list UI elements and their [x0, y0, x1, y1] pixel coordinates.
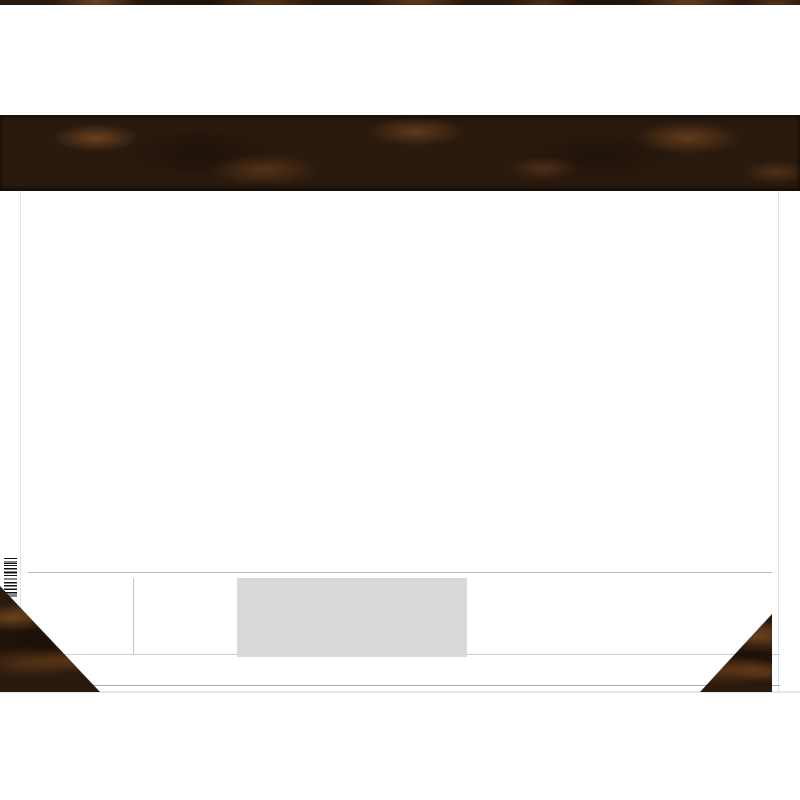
barcode [4, 558, 17, 598]
centimeter-ruler [0, 653, 800, 686]
month-grid [28, 240, 772, 573]
title-bar [0, 194, 800, 228]
page-right-edge [778, 191, 779, 692]
year-mini-calendars [237, 578, 467, 657]
leather-texture-band [0, 115, 800, 191]
footer-divider [133, 578, 134, 655]
footer-lists [470, 578, 772, 657]
top-edge-strip [0, 0, 800, 5]
page-bottom-edge [0, 691, 800, 693]
